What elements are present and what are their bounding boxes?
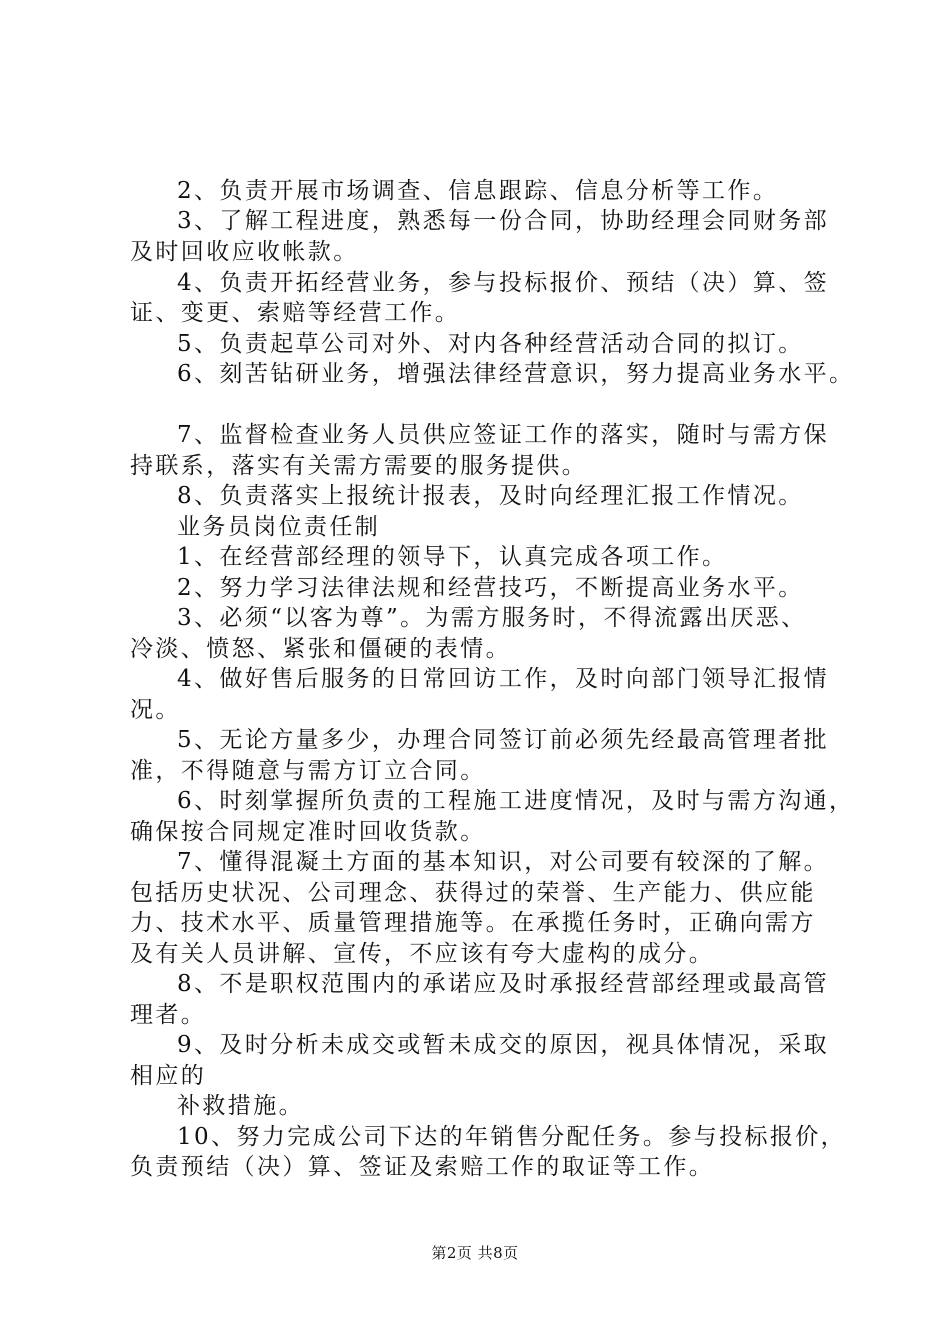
paragraph-line: 10、努力完成公司下达的年销售分配任务。参与投标报价， — [177, 1124, 847, 1150]
paragraph-line: 确保按合同规定准时回收货款。 — [130, 819, 486, 845]
paragraph-line: 负责预结（决）算、签证及索赔工作的取证等工作。 — [130, 1154, 715, 1180]
paragraph-line: 5、无论方量多少，办理合同签订前必须先经最高管理者批 — [177, 727, 830, 753]
paragraph-line: 5、负责起草公司对外、对内各种经营活动合同的拟订。 — [177, 331, 804, 357]
paragraph-line: 理者。 — [130, 1002, 207, 1028]
paragraph-line: 准，不得随意与需方订立合同。 — [130, 758, 486, 784]
paragraph-line: 8、负责落实上报统计报表，及时向经理汇报工作情况。 — [177, 483, 804, 509]
paragraph-line: 证、变更、索赔等经营工作。 — [130, 300, 461, 326]
paragraph-line: 6、刻苦钻研业务，增强法律经营意识，努力提高业务水平。 — [177, 361, 855, 387]
paragraph-line: 2、负责开展市场调查、信息跟踪、信息分析等工作。 — [177, 178, 779, 204]
paragraph-line: 6、时刻掌握所负责的工程施工进度情况，及时与需方沟通， — [177, 788, 855, 814]
paragraph-line: 冷淡、愤怒、紧张和僵硬的表情。 — [130, 636, 511, 662]
paragraph-line: 7、监督检查业务人员供应签证工作的落实，随时与需方保 — [177, 422, 830, 448]
paragraph-line: 4、做好售后服务的日常回访工作，及时向部门领导汇报情 — [177, 666, 830, 692]
paragraph-line: 况。 — [130, 697, 181, 723]
paragraph-line: 3、必须“以客为尊”。为需方服务时，不得流露出厌恶、 — [177, 605, 807, 631]
paragraph-line: 持联系，落实有关需方需要的服务提供。 — [130, 453, 588, 479]
paragraph-line: 7、懂得混凝土方面的基本知识，对公司要有较深的了解。 — [177, 849, 830, 875]
paragraph-line: 8、不是职权范围内的承诺应及时承报经营部经理或最高管 — [177, 971, 830, 997]
paragraph-line: 9、及时分析未成交或暂未成交的原因，视具体情况，采取 — [177, 1032, 830, 1058]
paragraph-line: 1、在经营部经理的领导下，认真完成各项工作。 — [177, 544, 728, 570]
paragraph-line: 及时回收应收帐款。 — [130, 239, 359, 265]
paragraph-line: 包括历史状况、公司理念、获得过的荣誉、生产能力、供应能 — [130, 880, 816, 906]
paragraph-line: 相应的 — [130, 1063, 207, 1089]
page-number-footer: 第2页 共8页 — [431, 1244, 519, 1262]
paragraph-line: 3、了解工程进度，熟悉每一份合同，协助经理会同财务部 — [177, 208, 830, 234]
paragraph-line: 力、技术水平、质量管理措施等。在承揽任务时，正确向需方 — [130, 910, 816, 936]
paragraph-line: 及有关人员讲解、宣传，不应该有夸大虚构的成分。 — [130, 941, 715, 967]
paragraph-line: 补救措施。 — [177, 1093, 304, 1119]
section-heading: 业务员岗位责任制 — [177, 514, 381, 540]
paragraph-line: 2、努力学习法律法规和经营技巧，不断提高业务水平。 — [177, 575, 804, 601]
paragraph-line: 4、负责开拓经营业务，参与投标报价、预结（决）算、签 — [177, 270, 830, 296]
